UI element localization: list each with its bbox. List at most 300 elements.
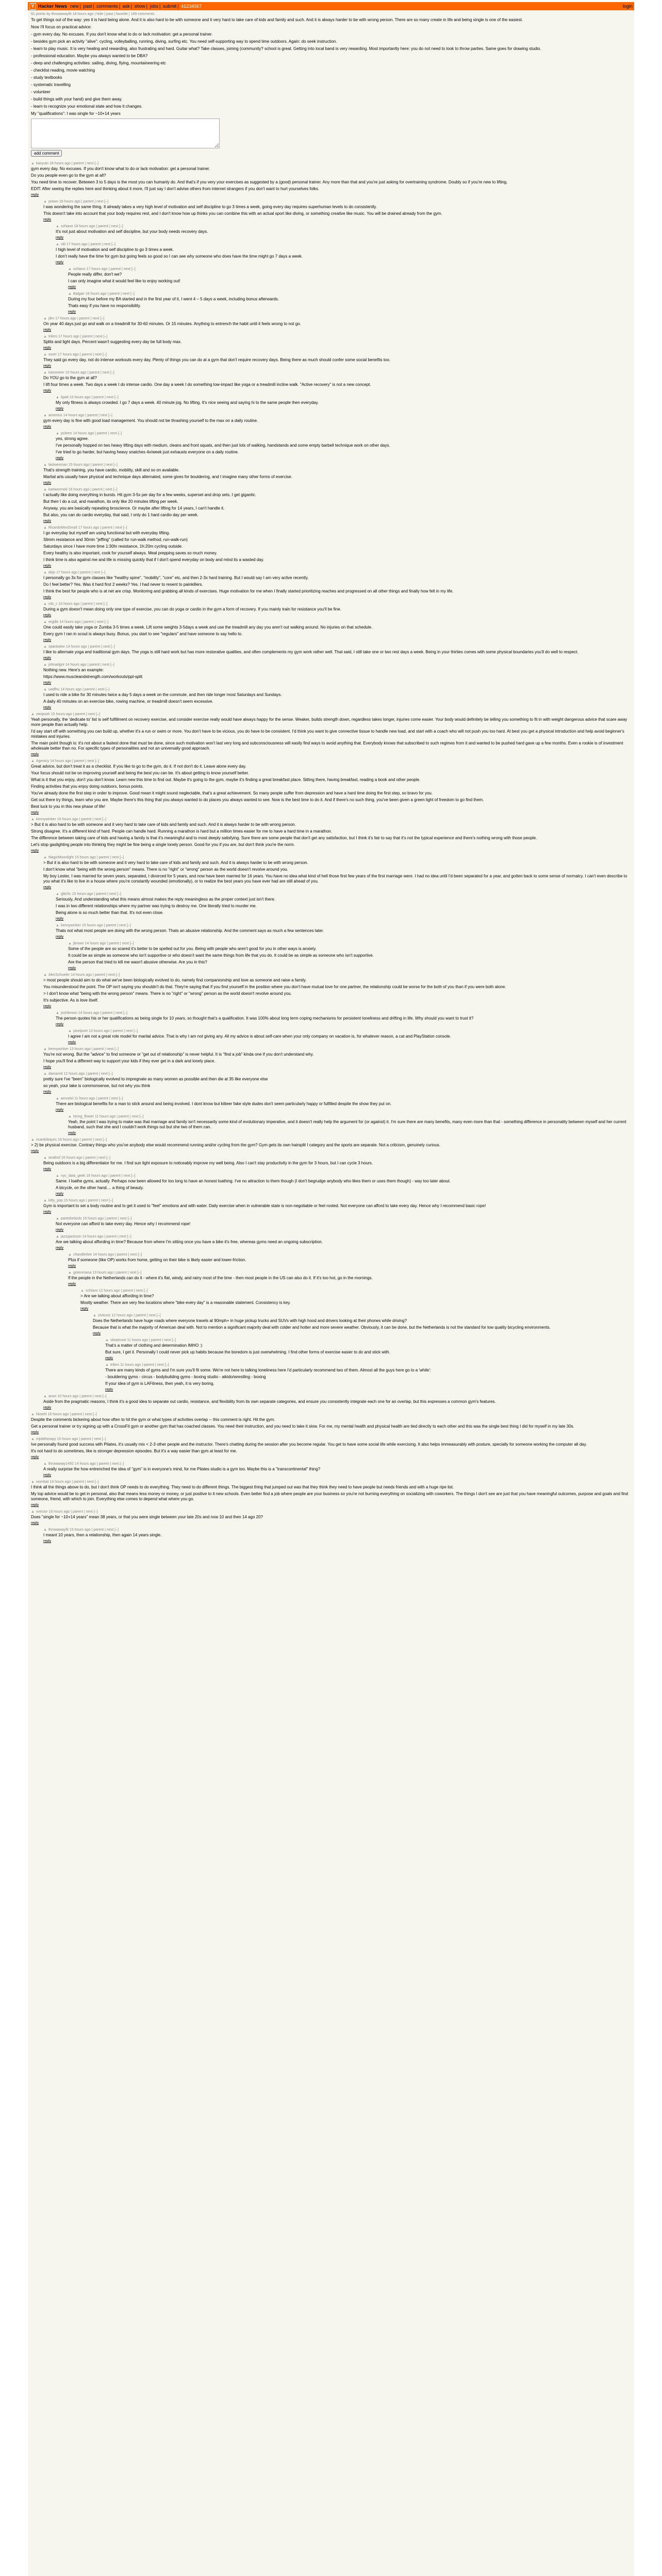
upvote-arrow-icon[interactable]: ▲ (56, 1011, 59, 1015)
upvote-arrow-icon[interactable]: ▲ (43, 571, 47, 574)
comment-user[interactable]: ricardobayes (36, 1138, 57, 1142)
comment-nav-links[interactable]: parent | next [–] (117, 1253, 142, 1257)
nav-submit[interactable]: submit (162, 4, 177, 9)
reply-link[interactable]: reply (31, 1431, 39, 1434)
comment-user[interactable]: kennywinker (36, 818, 56, 821)
comment-age[interactable]: 16 hours ago (57, 1138, 79, 1142)
reply-link[interactable]: reply (43, 596, 52, 599)
upvote-arrow-icon[interactable]: ▲ (105, 1363, 109, 1367)
comment-user[interactable]: amvxtol (60, 1097, 74, 1100)
comment-user[interactable]: mjobtherapy (36, 1437, 56, 1441)
comment-user[interactable]: damanrd (48, 1072, 63, 1076)
comment-paragraph: Does "single for ~10+14 years" mean 38 years, or that you were single between your late 20s and now 10 and then 14 ago 20? (31, 1515, 263, 1519)
comment-user[interactable]: jazzyjackson (60, 1235, 81, 1239)
comment-age[interactable]: 16 hours ago (48, 1510, 70, 1514)
comment-nav-links[interactable]: parent | next [–] (92, 463, 118, 467)
comment-user[interactable]: trilers (110, 1363, 120, 1367)
upvote-arrow-icon[interactable]: ▲ (43, 353, 47, 357)
nav-past[interactable]: past (83, 4, 92, 9)
comment-body (31, 717, 631, 751)
comment-user[interactable]: zivkovic (97, 1314, 111, 1317)
comment-age[interactable]: 11 hours ago (74, 1097, 95, 1100)
comment-age[interactable]: 15 hours ago (51, 713, 72, 716)
comment-user[interactable]: sorer (48, 353, 57, 357)
upvote-arrow-icon[interactable]: ▲ (56, 1235, 59, 1239)
comment-age[interactable]: 16 hours ago (85, 292, 107, 296)
reply-link[interactable]: reply (56, 407, 64, 411)
comment-nav-links[interactable]: parent | next [–] (136, 1314, 161, 1317)
upvote-arrow-icon[interactable]: ▲ (43, 1395, 47, 1398)
reply-link[interactable]: reply (68, 1282, 76, 1286)
comment-user[interactable]: skeptrune (110, 1338, 126, 1342)
comment-age[interactable]: 14 hours ago (65, 663, 87, 667)
comment-nav-links[interactable]: parent | next [–] (80, 571, 106, 574)
comment-user[interactable]: MagicMoonlight (48, 856, 74, 859)
comment-user[interactable]: rob_c (48, 602, 58, 606)
comment-user[interactable]: kasyuto (36, 162, 49, 165)
comment-age[interactable]: 14 hours ago (63, 414, 85, 417)
upvote-arrow-icon[interactable]: ▲ (56, 225, 59, 228)
comment-user[interactable]: amentus (48, 414, 62, 417)
comment-age[interactable]: 14 hours ago (59, 620, 81, 624)
upvote-arrow-icon[interactable]: ▲ (105, 1338, 109, 1342)
reply-link[interactable]: reply (43, 681, 52, 685)
reply-link[interactable]: reply (68, 967, 76, 970)
comment-user[interactable]: hkoehl (36, 1413, 47, 1416)
comment-paragraph: Your focus should not be on improving yourself and being the best you can be. It's about getting to know yourself better. (31, 771, 249, 775)
comment-age[interactable]: 11 hours ago (127, 1338, 148, 1342)
reply-link[interactable]: reply (43, 519, 52, 523)
reply-link[interactable]: reply (43, 218, 52, 222)
comment-nav-links[interactable]: parent | next [–] (94, 973, 120, 977)
reply-link[interactable]: reply (43, 364, 52, 368)
upvote-arrow-icon[interactable]: ▲ (43, 1047, 47, 1051)
upvote-arrow-icon[interactable]: ▲ (31, 1510, 35, 1514)
comment-nav-links[interactable]: parent | next [–] (73, 1510, 98, 1514)
upvote-arrow-icon[interactable]: ▲ (43, 526, 47, 530)
comment-nav-links[interactable]: parent | next [–] (102, 1011, 127, 1015)
reply-link[interactable]: reply (56, 1228, 64, 1232)
comment-user[interactable]: kartwormed (48, 488, 68, 492)
comment-nav-links[interactable]: parent | next [–] (98, 1097, 123, 1100)
comment-nav-links[interactable]: parent | next [–] (98, 1462, 124, 1466)
comment-age[interactable]: 16 hours ago (57, 818, 78, 821)
comment-user[interactable]: nyc_data_geek (60, 1174, 86, 1178)
y-logo-icon[interactable]: Y (29, 3, 36, 10)
comment-nav-links[interactable]: parent | next [–] (81, 353, 107, 357)
upvote-arrow-icon[interactable]: ▲ (56, 892, 59, 896)
reply-link[interactable]: reply (43, 886, 52, 889)
nav-jobs[interactable]: jobs (150, 4, 158, 9)
comment-nav-links[interactable]: parent | next [–] (106, 1217, 132, 1221)
reply-link[interactable]: reply (43, 1473, 52, 1477)
comment-nav-links[interactable]: parent | next [–] (90, 645, 115, 649)
reply-link[interactable]: reply (43, 1539, 52, 1543)
upvote-arrow-icon[interactable]: ▲ (68, 1115, 72, 1118)
comment-age[interactable]: 12 hours ago (98, 1289, 120, 1293)
reply-link[interactable]: reply (43, 638, 52, 642)
upvote-arrow-icon[interactable]: ▲ (56, 243, 59, 246)
nav-show[interactable]: show (134, 4, 145, 9)
reply-link[interactable]: reply (31, 811, 39, 815)
comment-nav-links[interactable]: parent | next [–] (87, 414, 112, 417)
comment-user[interactable]: schiavo (60, 225, 73, 228)
comment-age[interactable]: 14 hours ago (65, 645, 87, 649)
upvote-arrow-icon[interactable]: ▲ (31, 818, 35, 821)
comment-age[interactable]: 14 hours ago (60, 688, 82, 691)
reply-link[interactable]: reply (43, 389, 52, 393)
comment-nav-links[interactable]: parent | next [–] (73, 162, 99, 165)
comment-nav-links[interactable]: parent | next [–] (82, 335, 108, 338)
comment-age[interactable]: 15 hours ago (57, 1437, 78, 1441)
comment-age[interactable]: 15 hours ago (58, 602, 80, 606)
comment-age[interactable]: 17 hours ago (58, 335, 79, 338)
reply-link[interactable]: reply (31, 849, 39, 853)
comment-age[interactable]: 14 hours ago (50, 759, 72, 763)
comment-age[interactable]: 15 hours ago (69, 396, 91, 399)
comment-age[interactable]: 12 hours ago (63, 1072, 85, 1076)
comment-user[interactable]: dejo (48, 571, 56, 574)
comment-nav-links[interactable]: parent | next [–] (83, 200, 109, 204)
reply-link[interactable]: reply (31, 753, 39, 756)
comment-nav-links[interactable]: parent | next [–] (106, 1235, 131, 1239)
upvote-arrow-icon[interactable]: ▲ (56, 396, 59, 399)
comment-age[interactable]: 12 hours ago (111, 1314, 133, 1317)
comment-paragraph: I used to ride a bike for 30 minutes twice a day 5 days a week on the commute, and then ride longer most Saturdays and Sundays. (43, 692, 282, 697)
comment-user[interactable]: wrathof (48, 1156, 60, 1160)
comment-age[interactable]: 15 hours ago (82, 1217, 104, 1221)
comment-user[interactable]: ergdle (48, 620, 59, 624)
comment-nav-links[interactable]: parent | next [–] (93, 1528, 119, 1532)
comment-age[interactable]: 13 hours ago (69, 1047, 91, 1051)
comment-user[interactable]: RicardoMexGmail (48, 526, 77, 530)
upvote-arrow-icon[interactable]: ▲ (43, 1156, 47, 1160)
reply-link[interactable]: reply (31, 1455, 39, 1459)
upvote-arrow-icon[interactable]: ▲ (43, 1462, 47, 1466)
reply-link[interactable]: reply (80, 1307, 89, 1311)
comment-nav-links[interactable]: parent | next [–] (90, 243, 115, 246)
comment (31, 1437, 631, 1459)
comment-user[interactable]: zenpoolr (36, 713, 50, 716)
comment-age[interactable]: 17 hours ago (55, 317, 77, 320)
comment-age[interactable]: 15 hours ago (69, 1528, 91, 1532)
comment-nav-links[interactable]: parent | next [–] (93, 396, 119, 399)
upvote-arrow-icon[interactable]: ▲ (31, 1138, 35, 1142)
upvote-arrow-icon[interactable]: ▲ (43, 856, 47, 859)
comment-header: ▲ kennywinker 15 hours ago | parent | next [–] (56, 924, 131, 927)
comment-age[interactable]: 17 hours ago (78, 526, 100, 530)
comment-user[interactable]: chandlerlee (73, 1253, 92, 1257)
upvote-arrow-icon[interactable]: ▲ (80, 1289, 84, 1293)
upvote-arrow-icon[interactable]: ▲ (68, 1029, 72, 1033)
comment-nav-links[interactable]: parent | next [–] (102, 526, 127, 530)
upvote-arrow-icon[interactable]: ▲ (43, 602, 47, 606)
comment-age[interactable]: 13 hours ago (88, 1029, 110, 1033)
reply-link[interactable]: reply (43, 1210, 52, 1214)
story-meta: 91 points by throwawayfit 18 hours ago | hide | past | favorite | 189 comments (31, 12, 155, 16)
comment-user[interactable]: vld (60, 243, 65, 246)
upvote-arrow-icon[interactable]: ▲ (68, 942, 72, 945)
comment-nav-links[interactable]: parent | next [–] (110, 267, 136, 271)
comment-nav-links[interactable]: parent | next [–] (85, 1156, 110, 1160)
nav-ask[interactable]: ask (122, 4, 130, 9)
comment-nav-links[interactable]: parent | next [–] (72, 1413, 97, 1416)
comment-age[interactable]: 10 hours ago (57, 1395, 79, 1398)
comment-nav-links[interactable]: parent | next [–] (79, 317, 105, 320)
comment-nav-links[interactable]: parent | next [–] (106, 924, 131, 927)
reply-link[interactable]: reply (56, 236, 64, 240)
reply-link[interactable]: reply (68, 1264, 76, 1268)
comment-user[interactable]: pcbren (60, 432, 72, 435)
site-title[interactable]: Hacker News (38, 4, 68, 9)
comment-user[interactable]: hmng_flower (73, 1115, 94, 1118)
comment-user[interactable]: AlecSchueler (48, 973, 70, 977)
comment-nav-links[interactable]: parent | next [–] (88, 1072, 113, 1076)
reply-link[interactable]: reply (43, 1065, 52, 1069)
comment-nav-links[interactable]: parent | next [–] (110, 1174, 136, 1178)
comment-user[interactable]: throwawayfit (48, 1528, 69, 1532)
comment-nav-links[interactable]: parent | next [–] (96, 432, 122, 435)
comment-age[interactable]: 11 hours ago (120, 1363, 141, 1367)
upvote-arrow-icon[interactable]: ▲ (31, 1480, 35, 1484)
comment-user[interactable]: Balgair (73, 292, 85, 296)
upvote-arrow-icon[interactable]: ▲ (43, 200, 47, 204)
upvote-arrow-icon[interactable]: ▲ (31, 1413, 35, 1416)
comment-paragraph: I was wondering the same thing. It already takes a very high level of motivation and self discipline to go 3 times a week, going every day requires superhuman levels to do consistently. (43, 205, 377, 209)
comment-nav-links[interactable]: parent | next [–] (89, 371, 114, 375)
upvote-arrow-icon[interactable]: ▲ (43, 317, 47, 320)
comment-age[interactable]: 17 hours ago (86, 267, 108, 271)
reply-link[interactable]: reply (43, 706, 52, 709)
reply-link[interactable]: reply (56, 1192, 64, 1196)
comment-age[interactable]: 18 hours ago (74, 225, 95, 228)
comment-age[interactable]: 11 hours ago (94, 1115, 116, 1118)
reply-link[interactable]: reply (43, 1090, 52, 1094)
comment-user[interactable]: uadfhu (48, 688, 60, 691)
upvote-arrow-icon[interactable]: ▲ (31, 759, 35, 763)
comment-age[interactable]: 14 hours ago (82, 1235, 104, 1239)
comment-age[interactable]: 15 hours ago (65, 371, 87, 375)
comment-age[interactable]: 14 hours ago (78, 1011, 100, 1015)
reply-link[interactable]: reply (43, 656, 52, 660)
login-link[interactable]: login (622, 4, 633, 9)
add-comment-button[interactable]: add comment (31, 150, 62, 157)
comment-age[interactable]: 17 hours ago (66, 243, 88, 246)
comment-user[interactable]: kitty_pop (48, 1199, 63, 1202)
comment-age[interactable]: 14 hours ago (73, 432, 94, 435)
upvote-arrow-icon[interactable]: ▲ (68, 1271, 72, 1275)
reply-link[interactable]: reply (43, 346, 52, 350)
upvote-arrow-icon[interactable]: ▲ (68, 1253, 72, 1257)
nav-comments[interactable]: comments (96, 4, 118, 9)
comment-nav-links[interactable]: parent | next [–] (98, 856, 124, 859)
comment-nav-links[interactable]: parent | next [–] (74, 1480, 99, 1484)
reply-link[interactable]: reply (43, 1167, 52, 1171)
reply-link[interactable]: reply (56, 917, 64, 921)
upvote-arrow-icon[interactable]: ▲ (68, 292, 72, 296)
reply-link[interactable]: reply (56, 935, 64, 939)
comment-nav-links[interactable]: parent | next [–] (84, 688, 110, 691)
comment-user[interactable]: bjaid (60, 396, 69, 399)
upvote-arrow-icon[interactable]: ▲ (31, 713, 35, 716)
comment-age[interactable]: 13 hours ago (92, 1271, 114, 1275)
reply-link[interactable]: reply (68, 1041, 76, 1044)
comment-body (43, 668, 631, 680)
comment-age[interactable]: 17 hours ago (57, 353, 79, 357)
nav-new[interactable]: new (70, 4, 79, 9)
reply-link[interactable]: reply (31, 1149, 39, 1153)
upvote-arrow-icon[interactable]: ▲ (68, 267, 72, 271)
reply-link[interactable]: reply (105, 1388, 113, 1392)
comment-nav-links[interactable]: parent | next [–] (144, 1363, 169, 1367)
comment-paragraph: Every healthy is also important, cook for yourself always. Meal prepping saves so much money. (43, 551, 218, 555)
comment-user[interactable]: anon (48, 1395, 57, 1398)
comment-user[interactable]: Agentcy (36, 759, 49, 763)
comment-age[interactable]: 15 hours ago (68, 463, 90, 467)
reply-link[interactable]: reply (43, 425, 52, 429)
reply-link[interactable]: reply (56, 1023, 64, 1026)
comment-age[interactable]: 16 hours ago (68, 488, 90, 492)
comment-user[interactable]: pantsforbirds (60, 1217, 82, 1221)
upvote-arrow-icon[interactable]: ▲ (43, 973, 47, 977)
upvote-arrow-icon[interactable]: ▲ (93, 1314, 96, 1317)
comment-body (56, 400, 631, 405)
upvote-arrow-icon[interactable]: ▲ (56, 1217, 59, 1221)
comment-user[interactable]: kennywinker (60, 924, 81, 927)
comment-user[interactable]: glitchc (60, 892, 71, 896)
comment-nav-links[interactable]: parent | next [–] (75, 713, 100, 716)
comment-user[interactable]: joshlemon (60, 1011, 77, 1015)
comment-nav-links[interactable]: parent | next [–] (112, 1029, 138, 1033)
nav-current-story[interactable]: 41234567 (181, 4, 202, 9)
comment-age[interactable]: 14 hours ago (93, 1253, 114, 1257)
comment-user[interactable]: trilers (48, 335, 58, 338)
comment-nav-links[interactable]: parent | next [–] (93, 1047, 119, 1051)
comment-user[interactable]: schiavo (85, 1289, 98, 1293)
comment-nav-links[interactable]: parent | next [–] (119, 1115, 144, 1118)
comment-age[interactable]: 15 hours ago (74, 856, 96, 859)
upvote-arrow-icon[interactable]: ▲ (43, 1199, 47, 1202)
comment-user[interactable]: schiavo (73, 267, 86, 271)
comment-nav-links[interactable]: parent | next [–] (89, 663, 114, 667)
comment-age[interactable]: 16 hours ago (86, 1174, 108, 1178)
comment-user[interactable]: pixelpoet (73, 1029, 88, 1033)
reply-link[interactable]: reply (43, 1406, 52, 1410)
comment-age[interactable]: 14 hours ago (74, 1462, 96, 1466)
comment-user[interactable]: spankalee (48, 645, 65, 649)
reply-link[interactable]: reply (56, 1246, 64, 1250)
comment-textarea[interactable] (31, 118, 220, 148)
reply-link[interactable]: reply (56, 261, 64, 264)
comment-age[interactable]: 16 hours ago (47, 1413, 69, 1416)
reply-link[interactable]: reply (56, 1108, 64, 1112)
comment-user[interactable]: wombat (36, 1480, 49, 1484)
reply-link[interactable]: reply (68, 1131, 76, 1135)
comment-age[interactable]: 15 hours ago (63, 1199, 85, 1202)
comment-user[interactable]: kennywinker (48, 1047, 69, 1051)
comment-age[interactable]: 17 hours ago (56, 571, 77, 574)
comment-nav-links[interactable]: parent | next [–] (81, 1437, 106, 1441)
upvote-arrow-icon[interactable]: ▲ (56, 432, 59, 435)
comment-age[interactable]: 15 hours ago (72, 892, 93, 896)
comment-nav-links[interactable]: parent | next [–] (109, 292, 135, 296)
comment (43, 602, 631, 617)
comment-user[interactable]: jdm (48, 317, 55, 320)
comment-age[interactable]: 14 hours ago (85, 942, 106, 945)
upvote-arrow-icon[interactable]: ▲ (43, 463, 47, 467)
reply-link[interactable]: reply (31, 193, 39, 197)
upvote-arrow-icon[interactable]: ▲ (43, 335, 47, 338)
reply-link[interactable]: reply (43, 614, 52, 617)
comment-user[interactable]: lastwesman (48, 463, 68, 467)
upvote-arrow-icon[interactable]: ▲ (43, 688, 47, 691)
upvote-arrow-icon[interactable]: ▲ (43, 414, 47, 417)
comment-nav-links[interactable]: parent | next [–] (98, 225, 123, 228)
comment-nav-links[interactable]: parent | next [–] (92, 488, 118, 492)
reply-link[interactable]: reply (56, 456, 64, 460)
comment-user[interactable]: throwaway1492 (48, 1462, 74, 1466)
reply-link[interactable]: reply (43, 564, 52, 568)
comment-user[interactable]: jbrown (73, 942, 84, 945)
upvote-arrow-icon[interactable]: ▲ (56, 1097, 59, 1100)
upvote-arrow-icon[interactable]: ▲ (43, 1072, 47, 1076)
comment-nav-links[interactable]: parent | next [–] (123, 1289, 148, 1293)
reply-link[interactable]: reply (93, 1332, 101, 1335)
comment-nav-links[interactable]: parent | next [–] (74, 759, 100, 763)
reply-link[interactable]: reply (43, 481, 52, 485)
upvote-arrow-icon[interactable]: ▲ (43, 1528, 47, 1532)
comment-user[interactable]: kanonieer (48, 371, 64, 375)
comment-age[interactable]: 14 hours ago (49, 1480, 71, 1484)
comment-nav-links[interactable]: parent | next [–] (83, 620, 109, 624)
upvote-arrow-icon[interactable]: ▲ (43, 371, 47, 375)
upvote-arrow-icon[interactable]: ▲ (56, 924, 59, 927)
comment-nav-links[interactable]: parent | next [–] (151, 1338, 176, 1342)
comment-nav-links[interactable]: parent | next [–] (88, 1199, 113, 1202)
comment-age[interactable]: 14 hours ago (71, 973, 92, 977)
reply-link[interactable]: reply (105, 1357, 113, 1360)
reply-link[interactable]: reply (31, 1521, 39, 1525)
reply-link[interactable]: reply (68, 310, 76, 314)
comment-age[interactable]: 16 hours ago (61, 1156, 82, 1160)
comment-user[interactable]: johnadgnt (48, 663, 64, 667)
reply-link[interactable]: reply (31, 1503, 39, 1507)
comment-age[interactable]: 18 hours ago (49, 162, 71, 165)
comment-nav-links[interactable]: parent | next [–] (82, 602, 108, 606)
comment-age[interactable]: 18 hours ago (59, 200, 80, 204)
upvote-arrow-icon[interactable]: ▲ (43, 488, 47, 492)
comment-nav-links[interactable]: parent | next [–] (109, 942, 134, 945)
comment-age[interactable]: 15 hours ago (81, 924, 103, 927)
upvote-arrow-icon[interactable]: ▲ (56, 1174, 59, 1178)
upvote-arrow-icon[interactable]: ▲ (43, 620, 47, 624)
reply-link[interactable]: reply (68, 285, 76, 289)
reply-link[interactable]: reply (43, 1005, 52, 1008)
upvote-arrow-icon[interactable]: ▲ (43, 645, 47, 649)
comment-nav-links[interactable]: parent | next [–] (81, 1138, 107, 1142)
upvote-arrow-icon[interactable]: ▲ (31, 1437, 35, 1441)
comment-nav-links[interactable]: parent | next [–] (116, 1271, 142, 1275)
comment-nav-links[interactable]: parent | next [–] (81, 818, 106, 821)
comment-user[interactable]: greenmana (73, 1271, 92, 1275)
comment-user[interactable]: prawn (48, 200, 59, 204)
comment-nav-links[interactable]: parent | next [–] (96, 892, 121, 896)
comment-nav-links[interactable]: parent | next [–] (81, 1395, 107, 1398)
upvote-arrow-icon[interactable]: ▲ (31, 162, 35, 165)
comment-user[interactable]: xvector (36, 1510, 48, 1514)
reply-link[interactable]: reply (43, 328, 52, 332)
upvote-arrow-icon[interactable]: ▲ (43, 663, 47, 667)
